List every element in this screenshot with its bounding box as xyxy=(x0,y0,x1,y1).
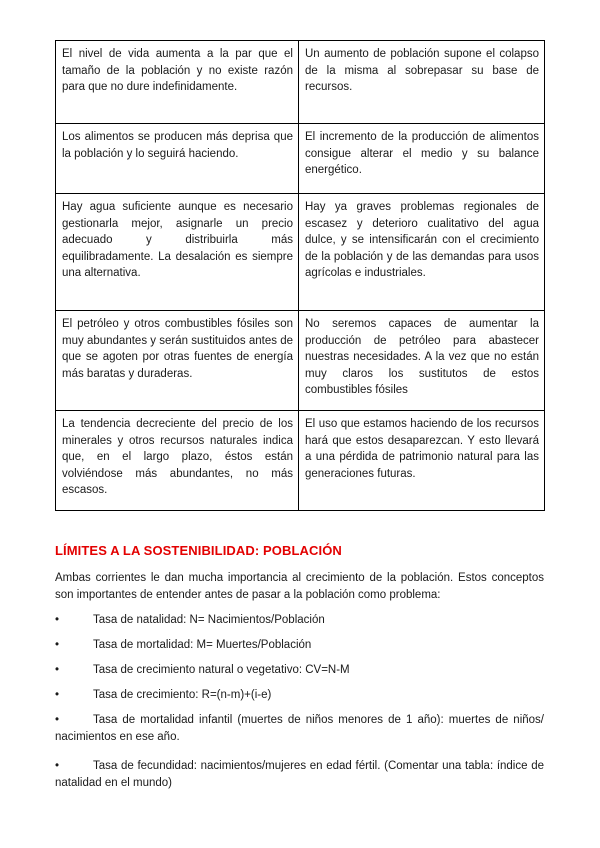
table-cell-right: El incremento de la producción de alimentos consigue alterar el medio y su balance energético. xyxy=(299,124,545,194)
bullet-icon: • xyxy=(55,664,60,676)
list-item: • Tasa de fecundidad: nacimientos/mujeres en edad fértil. (Comentar una tabla: índice de natalidad en el mundo) xyxy=(55,760,544,789)
list-item: • Tasa de mortalidad: M= Muertes/Población xyxy=(55,637,544,654)
table-cell-left: El nivel de vida aumenta a la par que el tamaño de la población y no existe razón para que no dure indefinidamente. xyxy=(56,41,299,124)
table-row xyxy=(56,194,545,311)
list-item: • Tasa de crecimiento natural o vegetativo: CV=N-M xyxy=(55,662,544,679)
table-cell-right: Un aumento de población supone el colapso de la misma al sobrepasar su base de recursos. xyxy=(299,41,545,124)
comparison-table xyxy=(55,40,545,511)
table-cell-left: La tendencia decreciente del precio de los minerales y otros recursos naturales indica que, en el largo plazo, éstos están volviéndose más abundantes, no más escasos. xyxy=(56,411,299,511)
table-cell-right: El uso que estamos haciendo de los recursos hará que estos desaparezcan. Y esto llevará a una pérdida de patrimonio natural para las generaciones futuras. xyxy=(299,411,545,511)
table-cell-right: No seremos capaces de aumentar la producción de petróleo para abastecer nuestras necesidades. A la vez que no están muy claros los sustitutos de estos combustibles fósiles xyxy=(299,311,545,411)
table-cell-right: Hay ya graves problemas regionales de escasez y deterioro cualitativo del agua dulce, y se intensificarán con el crecimiento de la población y de las demandas para usos agrícolas e industriales. xyxy=(299,194,545,311)
table-row xyxy=(56,124,545,194)
bullet-icon: • xyxy=(55,614,60,626)
list-item: • Tasa de natalidad: N= Nacimientos/Población xyxy=(55,612,544,629)
section-heading: LÍMITES A LA SOSTENIBILIDAD: POBLACIÓN xyxy=(55,543,342,558)
table-row xyxy=(56,411,545,511)
bullet-icon: • xyxy=(55,760,60,772)
list-item: • Tasa de crecimiento: R=(n-m)+(i-e) xyxy=(55,687,544,704)
table-row xyxy=(56,41,545,124)
table-cell-left: Los alimentos se producen más deprisa que la población y lo seguirá haciendo. xyxy=(56,124,299,194)
table-cell-left: Hay agua suficiente aunque es necesario gestionarla mejor, asignarle un precio adecuado y distribuirla más equilibradamente. La desalación es siempre una alternativa. xyxy=(56,194,299,311)
intro-paragraph: Ambas corrientes le dan mucha importancia al crecimiento de la población. Estos conceptos son importantes de entender antes de pasar a la población como problema: xyxy=(55,572,544,601)
list-item: • Tasa de mortalidad infantil (muertes de niños menores de 1 año): muertes de niños/ nacimientos en ese año. xyxy=(55,714,544,743)
bullet-icon: • xyxy=(55,714,60,726)
table-row xyxy=(56,311,545,411)
table-cell-left: El petróleo y otros combustibles fósiles son muy abundantes y serán sustituidos antes de que se agoten por otras fuentes de energía más baratas y duraderas. xyxy=(56,311,299,411)
bullet-icon: • xyxy=(55,689,60,701)
bullet-icon: • xyxy=(55,639,60,651)
